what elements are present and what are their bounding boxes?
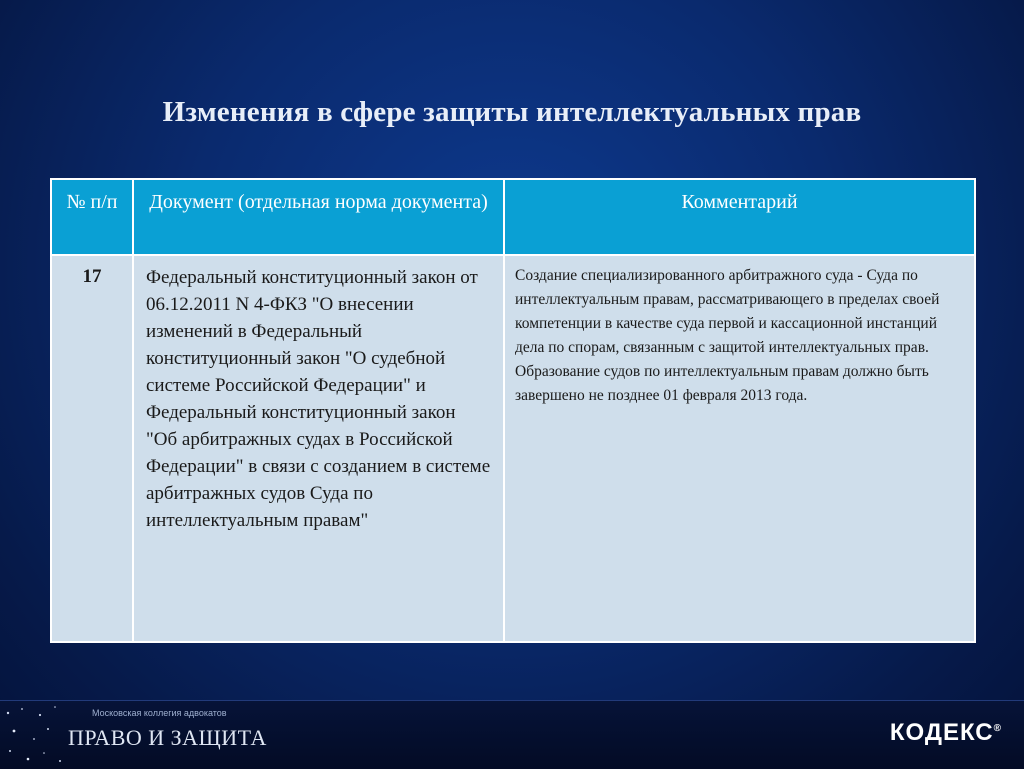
kodeks-logo — [890, 719, 1002, 747]
header-num: № п/п — [51, 179, 133, 255]
comment-paragraph-1: Создание специализированного арбитражного суда - Суда по интеллектуальным правам, рассматривающего в пределах своей компетенции в качестве суда первой и кассационной инстанций дела по спорам, связанным с защитой интеллектуальных прав. — [515, 267, 940, 356]
org-title: ПРАВО И ЗАЩИТА — [68, 725, 267, 750]
table-header-row — [51, 179, 975, 255]
org-name: Московская коллегия адвокатов — [92, 708, 227, 718]
comment-paragraph-2: Образование судов по интеллектуальным правам должно быть завершено не позднее 01 февраля 2013 года. — [515, 363, 929, 404]
row-comment — [504, 255, 975, 642]
row-number: 17 — [51, 255, 133, 642]
row-document: Федеральный конституционный закон от 06.12.2011 N 4-ФКЗ "О внесении изменений в Федеральный конституционный закон "О судебной системе Российской Федерации" и Федеральный конституционный закон "Об арбитражных судах в Российской Федерации" в связи с созданием в системе арбитражных судов Суда по интеллектуальным правам" — [133, 255, 504, 642]
slide-title: Изменения в сфере защиты интеллектуальных прав — [162, 96, 862, 128]
table-row — [51, 255, 975, 642]
changes-table — [50, 178, 976, 643]
kodeks-logo-text: КОДЕКС — [889, 719, 994, 746]
registered-mark: ® — [993, 723, 1002, 734]
header-document: Документ (отдельная норма документа) — [133, 179, 504, 255]
footer-bar — [0, 700, 1024, 769]
header-comment: Комментарий — [504, 179, 975, 255]
